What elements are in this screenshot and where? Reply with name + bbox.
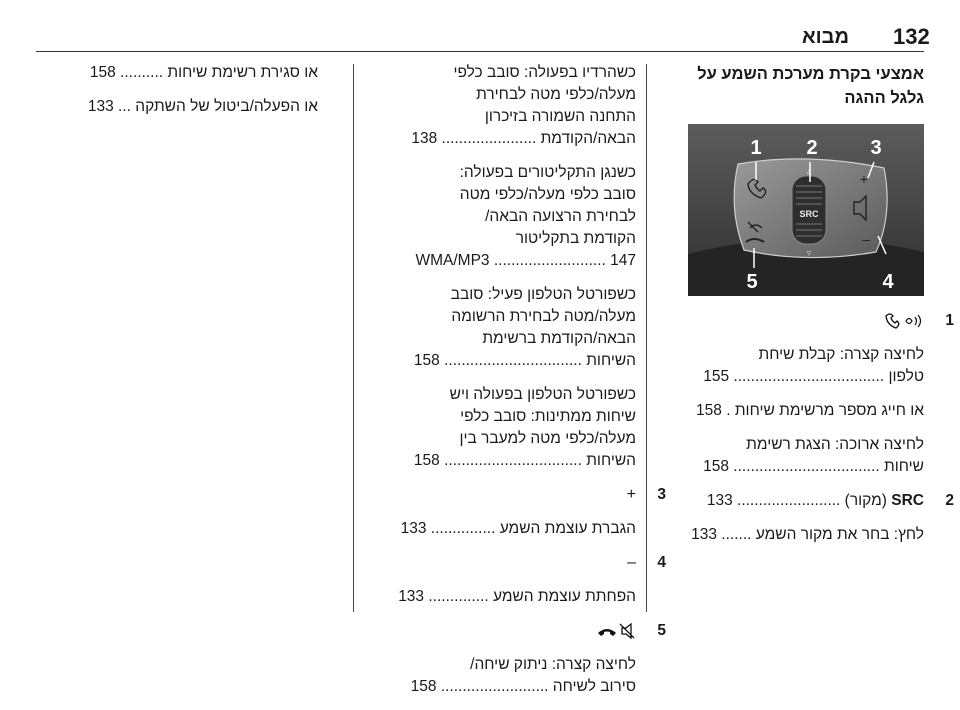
page-ref: 138 (411, 130, 438, 147)
minus-symbol: – (627, 554, 636, 571)
section-heading: אמצעי בקרת מערכת השמע על גלגל ההגה (697, 65, 924, 107)
item-number: 5 (657, 622, 666, 639)
item-number: 4 (657, 554, 666, 571)
header-rule (36, 51, 924, 52)
item-4: 4 – הפחתת עוצמת השמע .............. 133 (370, 552, 636, 608)
entry: או הפעלה/ביטול של השתקה ... 133 (87, 98, 318, 115)
page-ref: 158 (696, 402, 722, 419)
left-column (70, 62, 318, 130)
page-ref: 158 (89, 64, 116, 81)
page-ref: 133 (706, 492, 733, 509)
entry: לחיצה קצרה: קבלת שיחת טלפון ................................... 155 (703, 346, 924, 385)
column-divider-right (646, 64, 647, 612)
page-ref: 158 (703, 458, 729, 475)
right-column (660, 62, 954, 558)
callout-3: 3 (870, 137, 882, 159)
entry-phone-portal: כשפורטל הטלפון פעיל: סובב מעלה/מטה לבחירת הרשומה הבאה/הקודמת ברשימת השיחות ................................ 158 (413, 286, 636, 369)
item-1 (660, 310, 954, 478)
plus-symbol: + (626, 486, 636, 503)
item-number: 1 (945, 312, 954, 329)
steering-wheel-controls-illustration (688, 124, 924, 296)
page-ref: 158 (413, 452, 440, 469)
phone-handset-icon (884, 313, 924, 329)
entry: או סגירת רשימת שיחות .......... 158 (89, 64, 318, 81)
svg-text:+: + (859, 171, 869, 187)
item-5-icons (370, 620, 636, 642)
svg-text:▵: ▵ (806, 166, 812, 176)
page-ref: 158 (413, 352, 440, 369)
column-divider-left (353, 64, 354, 612)
item-1-icons (660, 310, 924, 332)
callout-1: 1 (750, 137, 762, 159)
middle-column (370, 62, 666, 710)
page-ref: 133 (398, 588, 425, 605)
entry: או חייג מספר מרשימת שיחות . 158 (696, 402, 924, 419)
hang-up-icon (598, 629, 616, 636)
page-ref: 133 (400, 520, 427, 537)
callout-4: 4 (882, 271, 894, 293)
entry-cd-player: כשנגן התקליטורים בפעולה: סובב כלפי מעלה/כלפי מטה לבחירת הרצועה הבאה/ הקודמת בתקליטור WMA/MP3 .......................... 147 (415, 164, 636, 269)
svg-text:▿: ▿ (806, 248, 812, 258)
voice-icon (906, 315, 921, 327)
page-header (0, 0, 960, 52)
page-number: 132 (893, 24, 930, 49)
mute-icon (596, 623, 636, 639)
entry-waiting-calls: כשפורטל הטלפון בפעולה ויש שיחות ממתינות: סובב כלפי מעלה/כלפי מטה למעבר בין השיחות ................................ 158 (413, 386, 636, 469)
entry: לחיצה ארוכה: הצגת רשימת שיחות .................................. 158 (703, 436, 924, 475)
item-number: 2 (945, 492, 954, 509)
page-ref: 133 (691, 526, 717, 543)
page-ref: 147 (610, 252, 636, 269)
item-5: 5 לחיצה קצרה: ניתוק שיחה/ סירוב לשיחה ......................... 158 (370, 620, 636, 698)
page-ref: 133 (87, 98, 114, 115)
steering-wheel-controls-figure (688, 124, 924, 296)
item-3: 3 + הגברת עוצמת השמע ............... 133 (370, 484, 636, 540)
svg-text:–: – (862, 231, 870, 247)
item-2-title: SRC (מקור) ........................ 133 (706, 492, 924, 509)
callout-5: 5 (746, 271, 758, 293)
callout-2: 2 (806, 137, 818, 159)
entry: לחץ: בחר את מקור השמע ....... 133 (691, 526, 924, 543)
item-2 (660, 490, 954, 546)
item-number: 3 (657, 486, 666, 503)
chapter-title: מבוא (802, 26, 850, 48)
entry-radio: כשהרדיו בפעולה: סובב כלפי מעלה/כלפי מטה לבחירת התחנה השמורה בזיכרון הבאה/הקודמת ...................... 138 (411, 64, 636, 147)
page-ref: 155 (703, 368, 730, 385)
src-roller-label: SRC (799, 209, 819, 219)
page-ref: 158 (410, 678, 437, 695)
